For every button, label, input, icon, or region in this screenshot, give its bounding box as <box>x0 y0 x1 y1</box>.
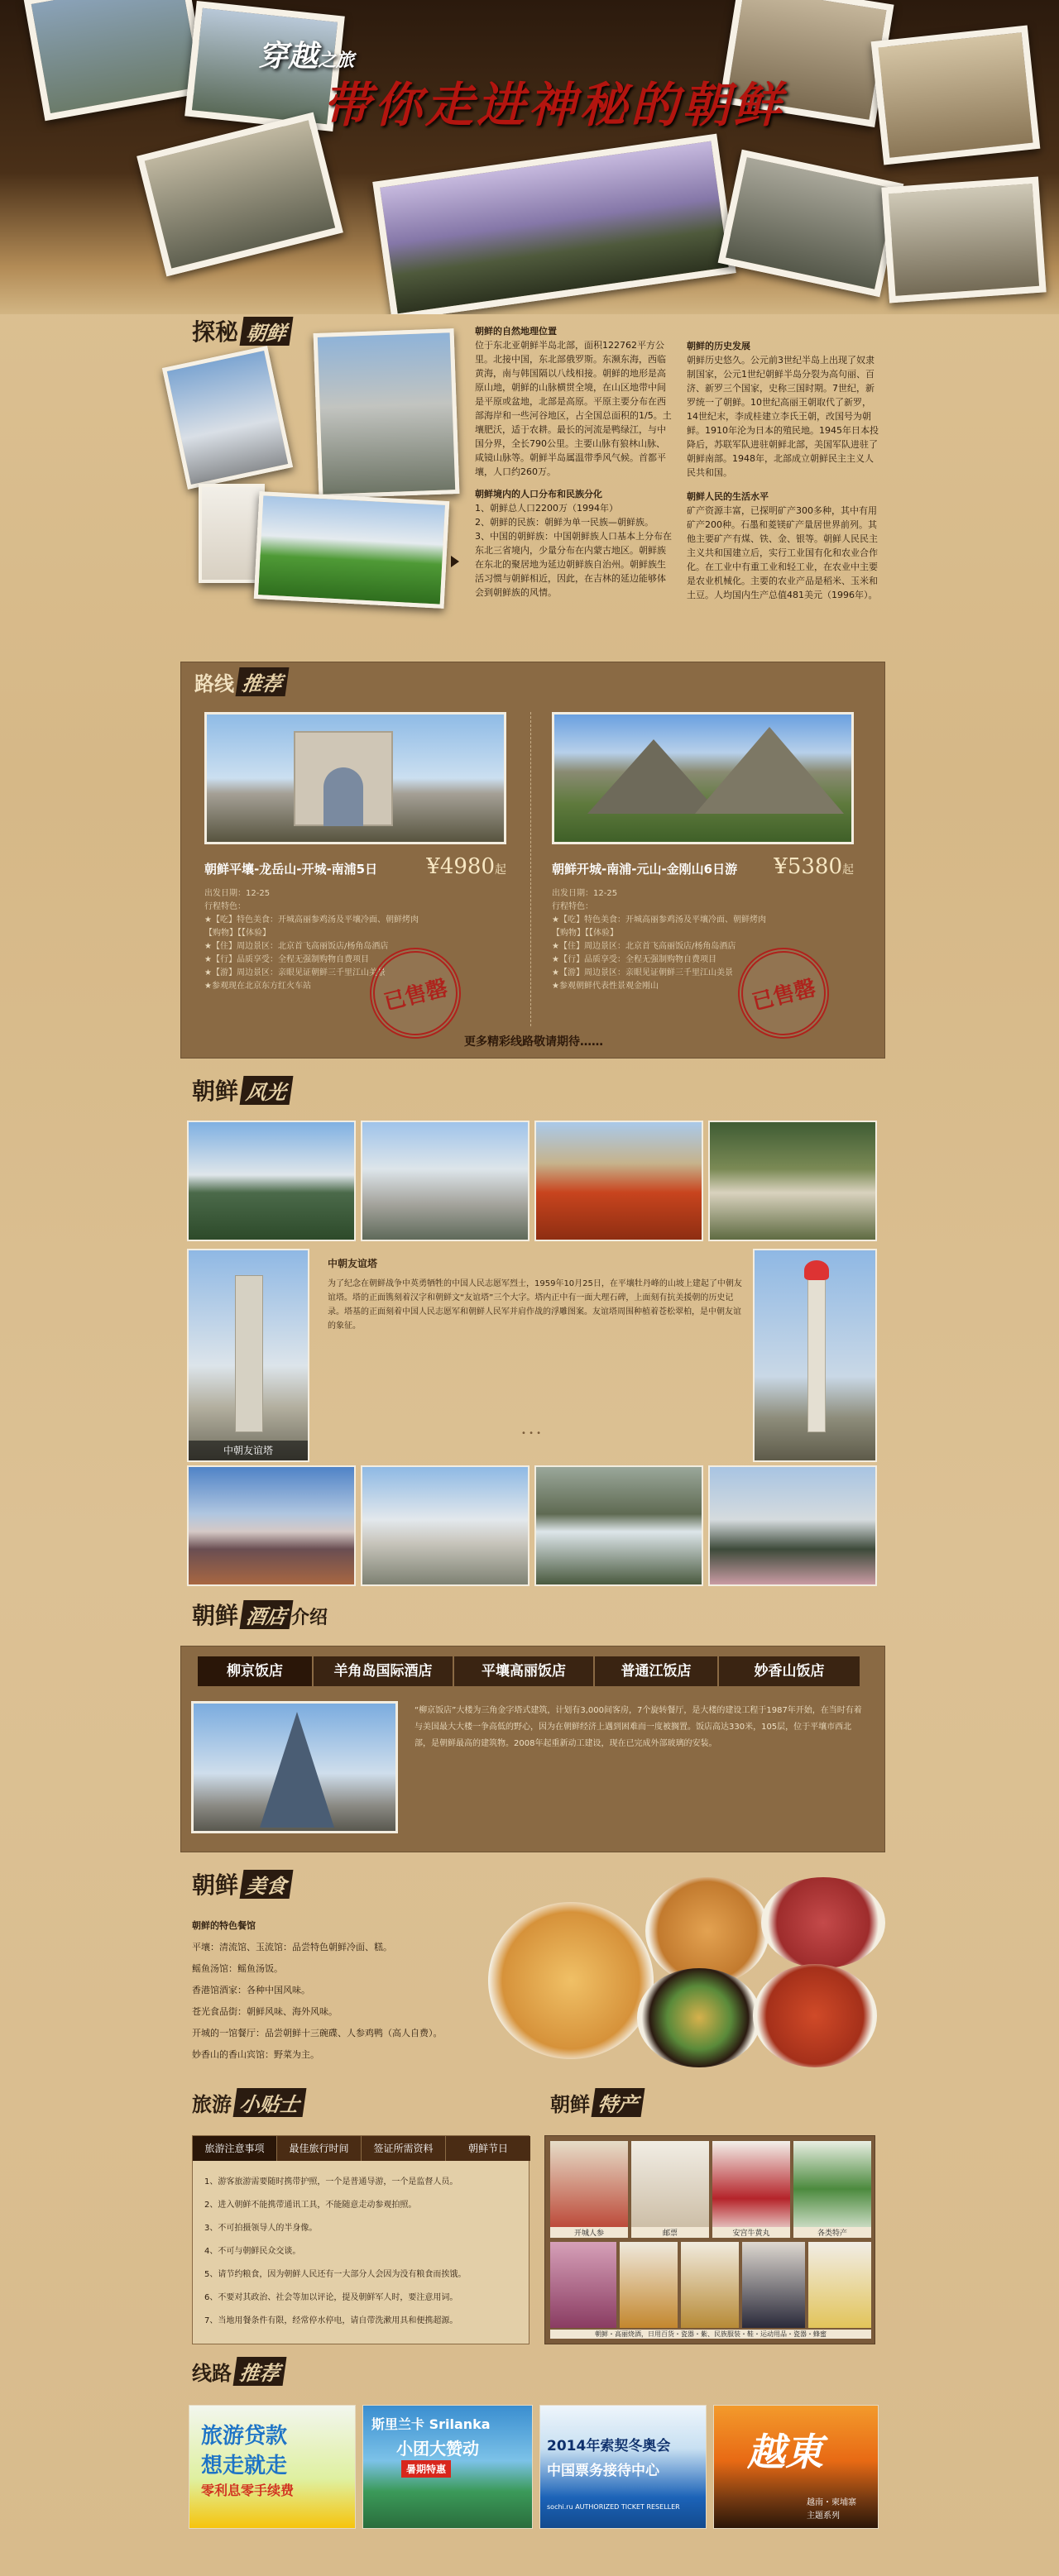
tower-shape <box>235 1275 263 1432</box>
scenery-pager[interactable]: • • • <box>521 1429 542 1438</box>
specialty-photo[interactable] <box>550 2242 616 2328</box>
explore-heading: 朝鲜人民的生活水平 <box>687 491 769 502</box>
tab-hotel[interactable]: 妙香山饭店 <box>719 1656 860 1686</box>
tip-item: 7、当地用餐条件有限，经常停水停电，请自带洗漱用具和便携超源。 <box>204 2316 458 2325</box>
food-photo-waffle <box>488 1902 654 2059</box>
tower-shape <box>807 1267 826 1432</box>
ad-headline: 斯里兰卡 Srilanka <box>371 2416 491 2432</box>
route-name[interactable]: 朝鲜开城-南浦-元山-金刚山6日游 <box>552 862 738 877</box>
route-name[interactable]: 朝鲜平壤-龙岳山-开城-南浦5日 <box>204 862 378 877</box>
tab-hotel[interactable]: 羊角岛国际酒店 <box>314 1656 454 1686</box>
section-title-scenery: 朝鲜 风光 <box>192 1073 291 1106</box>
tips-tabs <box>193 2136 530 2161</box>
ad-subline: 主题系列 <box>807 2511 840 2521</box>
tab-hotel[interactable]: 平壤高丽饭店 <box>454 1656 595 1686</box>
specialty-photo[interactable] <box>550 2141 628 2237</box>
route-card[interactable] <box>204 712 519 1016</box>
tab-tips[interactable]: 最佳旅行时间 <box>277 2136 362 2161</box>
specialty-photo[interactable] <box>681 2242 739 2328</box>
arch-shape <box>294 731 393 826</box>
ad-subline: 零利息零手续费 <box>201 2483 295 2498</box>
route-price: ¥5380起 <box>774 854 854 879</box>
specialty-photo[interactable] <box>631 2141 709 2237</box>
food-heading: 朝鲜的特色餐馆 <box>192 1920 256 1931</box>
explore-column-1 <box>475 324 673 600</box>
food-item: 香港馆酒家：各种中国风味。 <box>192 1985 310 1995</box>
ad-srilanka[interactable] <box>362 2405 533 2529</box>
tips-panel <box>192 2135 530 2344</box>
tip-item: 6、不要对其政治、社会等加以评论，提及朝鲜军人时，要注意用词。 <box>204 2293 458 2302</box>
route-card[interactable] <box>552 712 866 1016</box>
explore-text: 矿产资源丰富，已探明矿产300多种，其中有用矿产200种。石墨和菱镁矿产量居世界前列。其他主要矿产有煤、铁、金、银等。朝鲜人民民主主义共和国建立后，实行工业国有化和农业合作化。在工业中有重工业和轻工业，在农业中主要是农业机械化。主要的农业产品是稻米、玉米和土豆。人均国内生产总值481美元（1996年）。 <box>687 505 878 600</box>
tip-item: 1、游客旅游需要随时携带护照，一个是普通导游，一个是监督人员。 <box>204 2177 458 2186</box>
specialty-photo[interactable] <box>793 2141 871 2237</box>
tip-item: 5、请节约粮食，因为朝鲜人民还有一大部分人会因为没有粮食而挨饿。 <box>204 2270 467 2279</box>
arch-opening <box>323 767 363 826</box>
food-item: 开城的一馆餐厅：品尝朝鲜十三碗碟、人参鸡鸭（高人自费）。 <box>192 2028 443 2038</box>
explore-heading: 朝鲜境内的人口分布和民族分化 <box>475 489 602 499</box>
ad-subline: 越南・柬埔寨 <box>807 2498 856 2507</box>
scenery-photo[interactable] <box>361 1121 530 1241</box>
hero-photo <box>23 0 208 121</box>
sold-out-stamp: 已售罄 <box>360 938 470 1048</box>
explore-text: 朝鲜历史悠久。公元前3世纪半岛上出现了奴隶制国家，公元1世纪朝鲜半岛分裂为高句丽、百济、新罗三个国家，史称三国时期。7世纪，新罗统一了朝鲜。10世纪高丽王朝取代了新罗，14世纪末，李成桂建立李氏王朝，改国号为朝鲜。1910年沦为日本的殖民地。1945年日本投降后，苏联军队进驻朝鲜北部，美国军队进驻了朝鲜南部。1948年，北部成立朝鲜民主主义人民共和国。 <box>687 355 879 478</box>
scenery-text: 为了纪念在朝鲜战争中英勇牺牲的中国人民志愿军烈士，1959年10月25日，在平壤牡丹峰的山坡上建起了中朝友谊塔。塔的正面镌刻着汉字和朝鲜文“友谊塔”三个大字。塔内正中有一面大理石碑，上面刻有抗美援朝的历史记录。塔基的正面刻着中国人民志愿军和朝鲜人民军并肩作战的浮雕图案。友谊塔周围种植着苍松翠柏，是中朝友谊的象征。 <box>328 1279 742 1331</box>
hero-photo <box>718 150 904 298</box>
tab-hotel[interactable]: 柳京饭店 <box>198 1656 314 1686</box>
food-collage <box>480 1877 894 2067</box>
explore-text: 位于东北亚朝鲜半岛北部，面积122762平方公里。北接中国，东北部俄罗斯。东濒东海，西临黄海，南与韩国隔以八线相接。朝鲜的地形是高原山地，朝鲜的山脉横贯全境，在山区地带中间是平原或盆地，北部是高原。平原主要分布在西部海岸和一些河谷地区，占全国总面积的1/5。土壤肥沃，适于农耕。最长的河流是鸭绿江，与中国分界，全长790公里。主要山脉有狼林山脉、咸镜山脉等。朝鲜半岛属温带季风气候。首都平壤，人口约260万。 <box>475 340 672 477</box>
ad-headline: 小团大赞动 <box>396 2439 479 2459</box>
section-title-routes: 路线 推荐 <box>194 667 287 696</box>
specialty-photo[interactable] <box>808 2242 871 2328</box>
scenery-photo[interactable] <box>187 1465 356 1586</box>
tips-list <box>204 2171 520 2333</box>
ad-vietnam-cambodia[interactable] <box>713 2405 879 2529</box>
explore-column-2 <box>687 339 882 602</box>
tip-item: 3、不可拍摄领导人的半身像。 <box>204 2224 318 2233</box>
tab-hotel[interactable]: 普通江饭店 <box>595 1656 719 1686</box>
food-item: 妙香山的香山宾馆：野菜为主。 <box>192 2049 319 2060</box>
scenery-description <box>328 1257 745 1333</box>
food-photo-meat <box>761 1877 885 1968</box>
scenery-photo[interactable] <box>708 1465 877 1586</box>
explore-list-item: 2、朝鲜的民族：朝鲜为单一民族—朝鲜族。 <box>475 517 654 528</box>
route-details: 出发日期：12-25 行程特色： ★【吃】特色美食：开城高丽参鸡汤及平壤冷面、朝鲜烤肉 【购物】【【体验】 ★【住】周边景区：北京首飞高丽饭店/杨角岛酒店 ★【行】品质享受：全程无强制购物自费项目 ★【游】周边景区：亲眼见证朝鲜三千里江山美景 ★参观现在北京东方红火车站 <box>204 889 419 991</box>
tab-tips[interactable]: 朝鲜节日 <box>446 2136 530 2161</box>
explore-heading: 朝鲜的历史发展 <box>687 341 750 351</box>
specialty-caption: 开城人参 <box>550 2227 628 2238</box>
tip-item: 2、进入朝鲜不能携带通讯工具，不能随意走动参观拍照。 <box>204 2201 417 2210</box>
pyramid-shape <box>260 1712 334 1828</box>
section-title-explore: 探秘 朝鲜 <box>192 314 291 347</box>
route-header <box>204 854 506 879</box>
ad-headline: 2014年索契冬奥会 <box>547 2438 671 2454</box>
scenery-caption: 中朝友谊塔 <box>189 1441 308 1460</box>
hero-photo <box>871 25 1041 165</box>
ad-sochi[interactable] <box>539 2405 707 2529</box>
explore-photo-stadium <box>162 346 293 490</box>
section-title-specialty: 朝鲜 特产 <box>550 2088 643 2117</box>
mountain-shape <box>695 727 844 814</box>
specialty-panel <box>544 2135 875 2344</box>
hero-banner <box>0 0 1059 314</box>
scenery-photo[interactable] <box>534 1121 703 1241</box>
scenery-photo[interactable] <box>534 1465 703 1586</box>
route-price: ¥4980起 <box>426 854 506 879</box>
tab-tips[interactable]: 旅游注意事项 <box>193 2136 277 2161</box>
food-item: 鳐鱼汤馆：鳐鱼汤饭。 <box>192 1963 283 1974</box>
explore-photo-city <box>314 328 460 499</box>
section-title-tips: 旅游 小贴士 <box>192 2088 304 2117</box>
specialty-caption: 各类特产 <box>793 2227 871 2238</box>
route-header <box>552 854 854 879</box>
more-routes-link[interactable]: 更多精彩线路敬请期待…… <box>464 1035 603 1049</box>
divider <box>530 712 531 1026</box>
scenery-photo[interactable] <box>187 1121 356 1241</box>
explore-list-item: 3、中国的朝鲜族：中国朝鲜族人口基本上分布在东北三省境内，少量分布在内蒙古地区。朝鲜族在东北的聚居地为延边朝鲜族自治州。朝鲜族生活习惯与朝鲜相近，因此，在吉林的延边能够体会到朝鲜族的风情。 <box>475 531 672 598</box>
food-photo-bibimbap <box>637 1968 761 2067</box>
food-photo-kimchi <box>753 1964 877 2067</box>
route-details: 出发日期：12-25 行程特色： ★【吃】特色美食：开城高丽参鸡汤及平壤冷面、朝鲜烤肉 【购物】【【体验】 ★【住】周边景区：北京首飞高丽饭店/杨角岛酒店 ★【行】品质享受：全程无强制购物自费项目 ★【游】周边景区：亲眼见证朝鲜三千里江山美景 ★参观朝鲜代表性景观金刚山 <box>552 889 766 991</box>
arrow-icon <box>451 556 459 567</box>
explore-photo-field <box>254 491 449 609</box>
route-image <box>204 712 506 844</box>
scenery-photo[interactable] <box>708 1121 877 1241</box>
tab-tips[interactable]: 签证所需资料 <box>362 2136 446 2161</box>
ad-headline: 旅游贷款 <box>201 2424 288 2449</box>
ad-headline: 想走就走 <box>201 2454 288 2478</box>
scenery-heading: 中朝友谊塔 <box>328 1258 378 1269</box>
explore-list-item: 1、朝鲜总人口2200万（1994年） <box>475 503 618 514</box>
section-title-food: 朝鲜 美食 <box>192 1867 291 1900</box>
specialty-caption: 安宫牛黄丸 <box>712 2227 790 2238</box>
route-image <box>552 712 854 844</box>
specialty-caption: 邮票 <box>631 2227 709 2238</box>
ad-subline: 暑期特惠 <box>401 2460 451 2478</box>
food-item: 平壤：清流馆、玉流馆：品尝特色朝鲜冷面、糕。 <box>192 1942 392 1952</box>
specialty-photo[interactable] <box>742 2242 805 2328</box>
hero-title-main: 带你走进神秘的朝鲜 <box>323 77 785 133</box>
tip-item: 4、不可与朝鲜民众交谈。 <box>204 2247 301 2256</box>
hero-photo <box>137 112 343 277</box>
ad-loan[interactable] <box>189 2405 356 2529</box>
section-title-hotels: 朝鲜 酒店 介绍 <box>192 1602 328 1629</box>
food-list <box>192 1915 473 2066</box>
sold-out-stamp: 已售罄 <box>728 938 838 1048</box>
specialty-photo[interactable] <box>712 2141 790 2237</box>
hotel-description: “柳京饭店”大楼为三角金字塔式建筑，计划有3,000间客房，7个旋转餐厅，是大楼的建设工程于1987年开始，在当时有着与美国最大大楼一争高低的野心，因为在朝鲜经济上遇到困难而一度被搁置。饭店高达330米，105层，位于平壤市西北部，是朝鲜最高的建筑物。2008年起重新动工建设，现在已完成外部玻璃的安装。 <box>414 1706 862 1748</box>
routes-panel <box>180 662 885 1059</box>
specialty-photo[interactable] <box>620 2242 678 2328</box>
ad-headline: 中国票务接待中心 <box>547 2463 659 2479</box>
ad-subline: sochi.ru AUTHORIZED TICKET RESELLER <box>547 2503 680 2511</box>
hero-title-small: 穿越之旅 <box>258 40 355 74</box>
explore-heading: 朝鲜的自然地理位置 <box>475 326 557 337</box>
section-title-ads: 线路 推荐 <box>192 2357 285 2386</box>
scenery-tower-photo[interactable] <box>753 1249 877 1462</box>
hotel-image <box>191 1701 398 1833</box>
scenery-tower-photo[interactable] <box>187 1249 309 1462</box>
specialty-caption: 朝鲜・高丽烧酒，日用百货・瓷器・紫、民族服装・鞋・运动用品・瓷器・蜂蜜 <box>550 2330 871 2339</box>
hotel-tabs <box>198 1656 860 1686</box>
ad-headline: 越東 <box>747 2430 823 2474</box>
hero-main-photo <box>372 134 736 314</box>
food-item: 苍光食品街：朝鲜风味、海外风味。 <box>192 2006 338 2017</box>
tower-flame <box>804 1260 829 1280</box>
hero-photo <box>881 177 1046 303</box>
hotels-panel <box>180 1646 885 1852</box>
scenery-photo[interactable] <box>361 1465 530 1586</box>
